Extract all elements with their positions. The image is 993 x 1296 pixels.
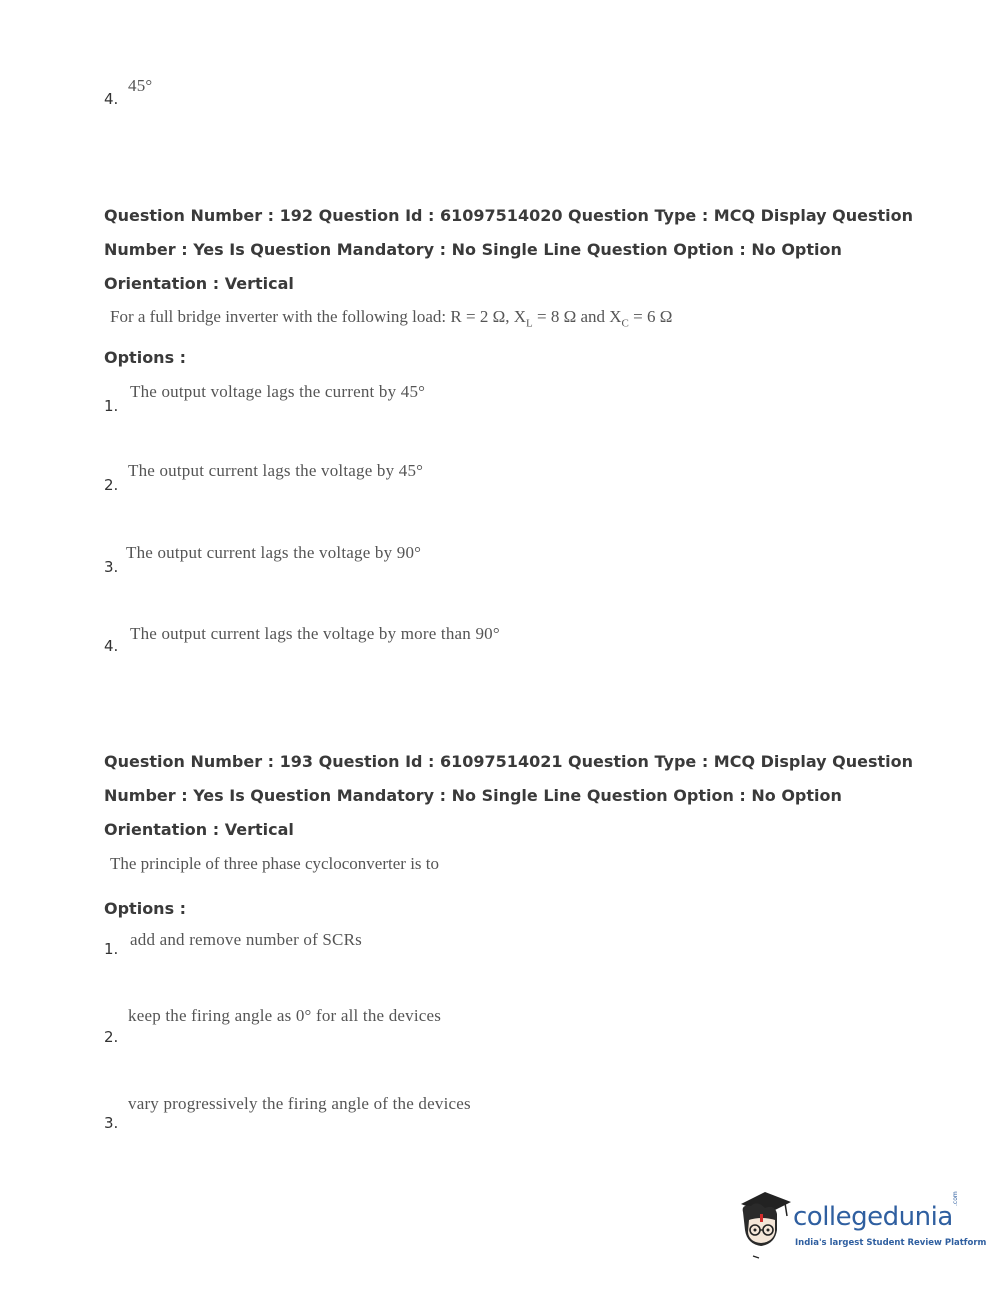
logo-suffix: .com <box>952 1191 959 1206</box>
option-text: The output current lags the voltage by 45° <box>128 461 424 480</box>
options-label: Options : <box>104 899 187 918</box>
prev-option-text: 45° <box>128 76 153 95</box>
option-text: keep the firing angle as 0° for all the devices <box>128 1006 442 1025</box>
prev-option-number: 4. <box>104 90 119 108</box>
logo-tagline: India's largest Student Review Platform <box>795 1238 987 1248</box>
question-text: The principle of three phase cycloconverter is to <box>110 854 440 873</box>
collegedunia-logo <box>735 1190 987 1260</box>
option-number: 2. <box>104 1028 119 1046</box>
question-meta-line-1: Question Number : 193 Question Id : 61097514021 Question Type : MCQ Display Question <box>104 752 914 771</box>
question-meta-line-1: Question Number : 192 Question Id : 61097514020 Question Type : MCQ Display Question <box>104 206 914 225</box>
option-number: 1. <box>104 397 119 415</box>
option-number: 2. <box>104 476 119 494</box>
question-meta-line-3: Orientation : Vertical <box>104 274 294 293</box>
question-meta-line-3: Orientation : Vertical <box>104 820 294 839</box>
mascot-icon <box>735 1190 793 1260</box>
option-number: 1. <box>104 940 119 958</box>
option-text: vary progressively the firing angle of the devices <box>128 1094 471 1113</box>
question-meta-line-2: Number : Yes Is Question Mandatory : No Single Line Question Option : No Option <box>104 240 842 259</box>
logo-name: collegedunia <box>793 1202 953 1232</box>
option-number: 4. <box>104 637 119 655</box>
option-text: The output current lags the voltage by more than 90° <box>130 624 500 643</box>
option-text: The output current lags the voltage by 90° <box>126 543 422 562</box>
option-text: add and remove number of SCRs <box>130 930 362 949</box>
question-meta-line-2: Number : Yes Is Question Mandatory : No Single Line Question Option : No Option <box>104 786 842 805</box>
question-text: For a full bridge inverter with the following load: R = 2 Ω, $X_L = 8$ Ω and $X_C = 6$ Ω <box>110 307 673 330</box>
options-label: Options : <box>104 348 187 367</box>
option-text: The output voltage lags the current by 45° <box>130 382 426 401</box>
option-number: 3. <box>104 1114 119 1132</box>
option-number: 3. <box>104 558 119 576</box>
